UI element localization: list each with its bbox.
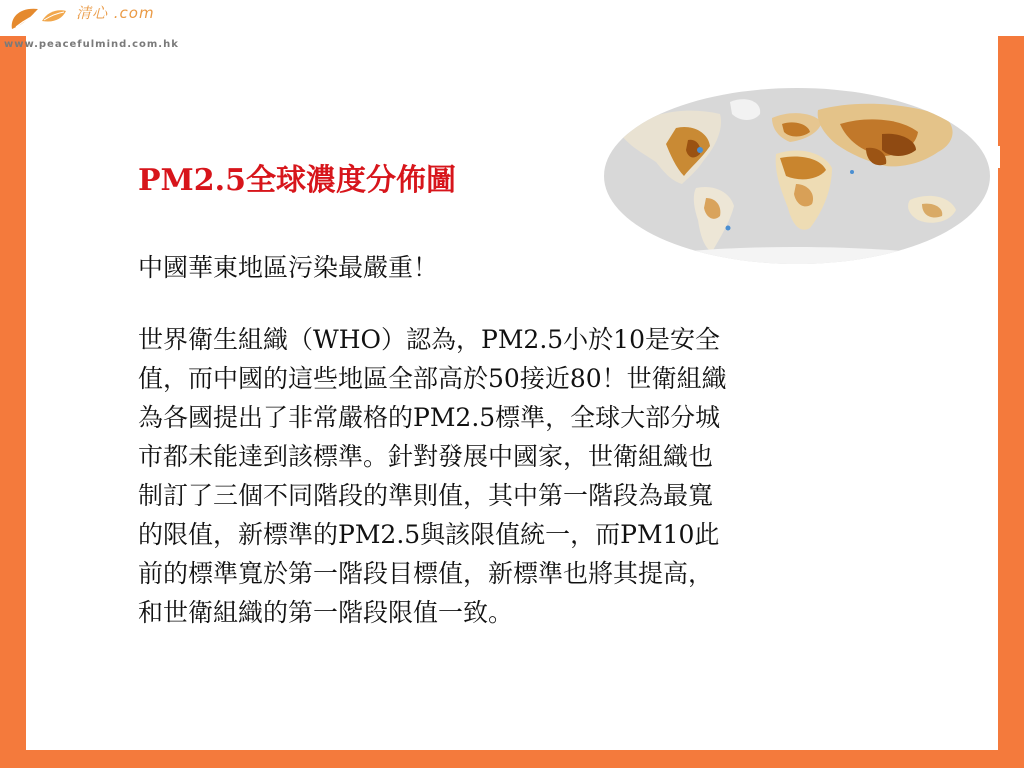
paragraph-line: 世界衛生組織（WHO）認為，PM2.5小於10是安全 — [138, 325, 720, 354]
page-title: PM2.5全球濃度分佈圖 — [138, 163, 456, 198]
paragraph-line: 市都未能達到該標準。針對發展中國家，世衛組織也 — [138, 442, 714, 471]
paragraph-line: 制訂了三個不同階段的準則值，其中第一階段為最寬 — [138, 481, 714, 510]
paragraph-line: 和世衛組織的第一階段限值一致。 — [138, 598, 514, 627]
site-url[interactable]: www.peacefulmind.com.hk — [4, 39, 179, 50]
leaf-logo-icon — [8, 3, 70, 33]
paragraph-line: 為各國提出了非常嚴格的PM2.5標準，全球大部分城 — [138, 403, 721, 432]
site-logo[interactable] — [4, 0, 204, 36]
paragraph-line: 值，而中國的這些地區全部高於50接近80！世衛組織 — [138, 364, 727, 393]
logo-text: 清心 .com — [76, 4, 155, 22]
body-paragraph — [138, 320, 928, 632]
paragraph-line: 的限值，新標準的PM2.5與該限值統一，而PM10此 — [138, 520, 720, 549]
edge-marker — [996, 146, 1000, 168]
world-map-image — [604, 88, 990, 264]
paragraph-line: 前的標準寬於第一階段目標值，新標準也將其提高， — [138, 559, 714, 588]
subtitle: 中國華東地區污染最嚴重！ — [138, 253, 439, 282]
